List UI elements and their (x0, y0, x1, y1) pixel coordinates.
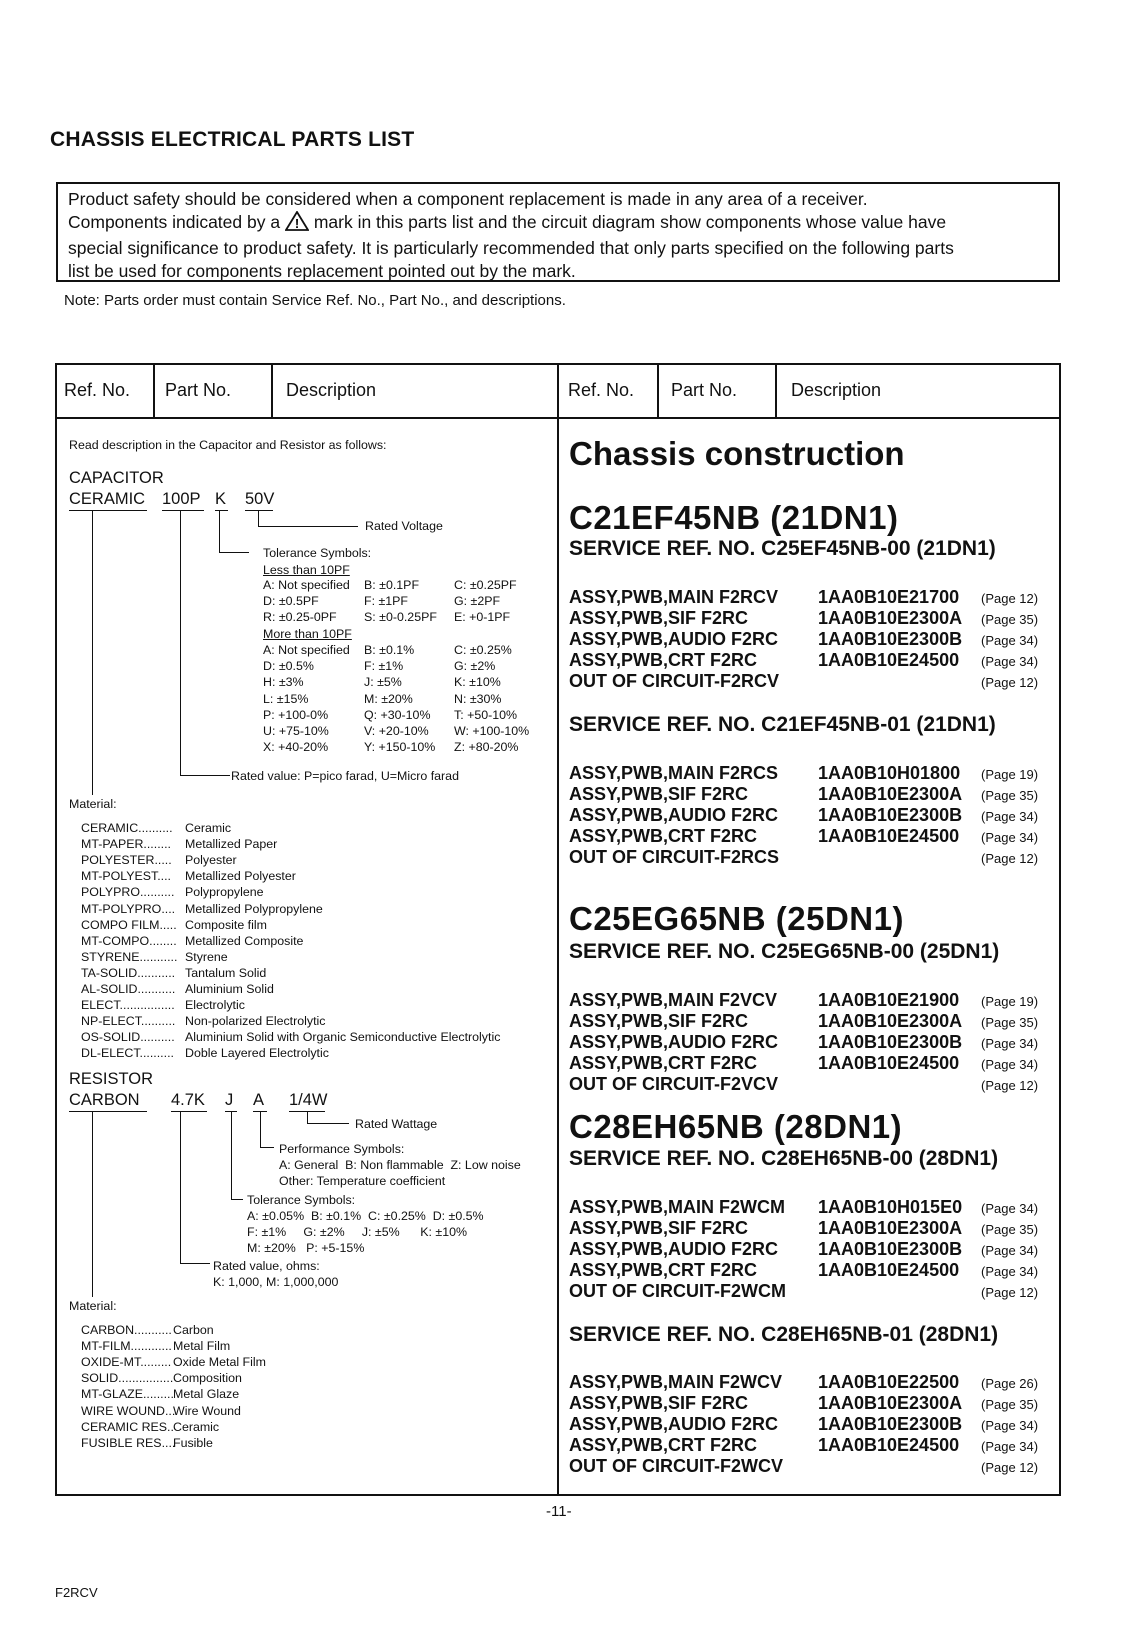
more-tolerance-item: C: ±0.25% (454, 643, 512, 657)
part-number: 1AA0B10E24500 (818, 1053, 960, 1073)
part-number: 1AA0B10E2300B (818, 1032, 963, 1052)
header-part-no: Part No. (165, 380, 232, 400)
capacitor-heading: CAPACITOR (69, 469, 164, 487)
part-number: 1AA0B10E2300A (818, 1011, 963, 1031)
more-tolerance-item: J: ±5% (364, 675, 402, 690)
cap-material-name: Non-polarized Electrolytic (185, 1014, 326, 1029)
page-ref: (Page 34) (981, 633, 1039, 648)
cap-material-code: DL-ELECT.......... (81, 1046, 174, 1061)
res-tolerance-title: Tolerance Symbols: (247, 1193, 356, 1207)
more-tolerance-item: G: ±2% (454, 659, 496, 674)
part-description: OUT OF CIRCUIT-F2VCV (569, 1074, 779, 1094)
res-material-name: Metal Film (173, 1339, 231, 1354)
page-ref: (Page 34) (981, 654, 1039, 669)
warning-triangle-icon (285, 211, 309, 237)
rated-wattage-label: Rated Wattage (355, 1117, 438, 1131)
cap-material-code: POLYESTER..... (81, 853, 172, 868)
cap-tolerance-title: Tolerance Symbols: (263, 546, 372, 560)
more-tolerance-item: H: ±3% (263, 675, 304, 690)
service-ref-c28eh65nb-01: SERVICE REF. NO. C28EH65NB-01 (28DN1) (569, 1323, 999, 1346)
part-description: ASSY,PWB,MAIN F2RCV (569, 587, 779, 607)
safety-line-3: special significance to product safety. It is particularly recommended that only parts specified on the following parts (68, 238, 954, 258)
part-description: OUT OF CIRCUIT-F2WCM (569, 1281, 786, 1301)
part-number: 1AA0B10E24500 (818, 650, 960, 670)
more-tolerance-item: K: ±10% (454, 675, 501, 690)
page-ref: (Page 26) (981, 1376, 1039, 1391)
header-part-no-right: Part No. (671, 380, 738, 400)
cap-material-name: Aluminium Solid (185, 982, 274, 996)
more-tolerance-item: L: ±15% (263, 691, 309, 706)
res-tol-line-1: A: ±0.05% B: ±0.1% C: ±0.25% D: ±0.5% (247, 1209, 484, 1223)
cap-material-code: ELECT................ (81, 998, 175, 1013)
part-description: ASSY,PWB,SIF F2RC (569, 1218, 749, 1238)
more-tolerance-item: Z: +80-20% (454, 740, 519, 755)
page-ref: (Page 12) (981, 1285, 1039, 1300)
part-description: ASSY,PWB,AUDIO F2RC (569, 629, 779, 649)
part-number: 1AA0B10E2300A (818, 784, 963, 804)
cap-material-name: Doble Layered Electrolytic (185, 1046, 329, 1061)
page-ref: (Page 34) (981, 1057, 1039, 1072)
col-divider (775, 365, 777, 417)
more-tolerance-item: N: ±30% (454, 691, 502, 706)
part-description: OUT OF CIRCUIT-F2RCS (569, 847, 779, 867)
cap-material-name: Ceramic (185, 821, 232, 835)
less-tolerance-item: E: +0-1PF (454, 610, 511, 625)
header-ref-no: Ref. No. (64, 380, 131, 400)
part-description: ASSY,PWB,CRT F2RC (569, 650, 758, 670)
res-rated-value: Rated value, ohms: (213, 1259, 320, 1273)
part-number: 1AA0B10E2300A (818, 608, 963, 628)
safety-line-1: Product safety should be considered when a component replacement is made in any area of a receiver. (68, 189, 868, 209)
part-number: 1AA0B10H01800 (818, 763, 961, 783)
part-number: 1AA0B10E2300B (818, 629, 963, 649)
cap-material-code: COMPO FILM..... (81, 917, 177, 932)
model-c25eg65nb: C25EG65NB (25DN1) (569, 900, 904, 937)
page-ref: (Page 12) (981, 675, 1039, 690)
cap-material-code: MT-POLYPRO.... (81, 901, 176, 916)
more-tolerance-item: T: +50-10% (454, 707, 518, 722)
rated-voltage-label: Rated Voltage (365, 519, 443, 533)
more-tolerance-item: A: Not specified (263, 643, 350, 657)
service-ref-c25ef45nb-00: SERVICE REF. NO. C25EF45NB-00 (21DN1) (569, 537, 996, 560)
safety-line-4: list be used for components replacement pointed out by the mark. (68, 261, 576, 281)
cap-material-code: MT-POLYEST.... (81, 869, 171, 884)
resistor-example-value: 4.7K (171, 1091, 205, 1109)
res-material-code: FUSIBLE RES.... (81, 1435, 176, 1450)
page-ref: (Page 34) (981, 1243, 1039, 1258)
page-ref: (Page 35) (981, 788, 1039, 803)
perf-title: Performance Symbols: (279, 1142, 405, 1156)
part-description: ASSY,PWB,MAIN F2WCV (569, 1372, 783, 1392)
legend-intro: Read description in the Capacitor and Resistor as follows: (69, 438, 387, 452)
page-title: CHASSIS ELECTRICAL PARTS LIST (50, 128, 415, 151)
res-material-code: CARBON........... (81, 1323, 172, 1337)
cap-material-code: STYRENE........... (81, 949, 178, 964)
cap-material-code: TA-SOLID........... (81, 965, 176, 980)
res-material-name: Ceramic (173, 1419, 220, 1434)
cap-material-title: Material: (69, 797, 117, 811)
res-material-code: MT-FILM............ (81, 1339, 172, 1354)
res-material-code: SOLID................ (81, 1371, 174, 1386)
page-ref: (Page 34) (981, 1439, 1039, 1454)
part-number: 1AA0B10E22500 (818, 1372, 960, 1392)
less-than-10pf: Less than 10PF (263, 563, 350, 577)
page-ref: (Page 12) (981, 1078, 1039, 1093)
more-tolerance-item: F: ±1% (364, 659, 404, 674)
part-description: ASSY,PWB,CRT F2RC (569, 826, 758, 846)
service-ref-c28eh65nb-00: SERVICE REF. NO. C28EH65NB-00 (28DN1) (569, 1147, 999, 1170)
more-tolerance-item: W: +100-10% (454, 724, 530, 738)
part-number: 1AA0B10E2300A (818, 1218, 963, 1238)
part-description: ASSY,PWB,SIF F2RC (569, 1011, 749, 1031)
cap-material-name: Tantalum Solid (185, 965, 267, 980)
cap-material-name: Metallized Polyester (185, 869, 296, 884)
col-divider (271, 365, 273, 417)
page-ref: (Page 34) (981, 830, 1039, 845)
resistor-example-watt: 1/4W (289, 1091, 328, 1109)
res-material-name: Oxide Metal Film (173, 1355, 266, 1370)
cap-material-name: Metallized Composite (185, 933, 304, 948)
res-material-code: CERAMIC RES.. (81, 1419, 174, 1434)
cap-material-name: Styrene (185, 949, 228, 964)
part-number: 1AA0B10E2300B (818, 1414, 963, 1434)
more-tolerance-item: U: +75-10% (263, 724, 329, 738)
less-tolerance-item: B: ±0.1PF (364, 578, 420, 592)
page-ref: (Page 19) (981, 994, 1039, 1009)
res-material-name: Fusible (173, 1435, 213, 1450)
resistor-heading: RESISTOR (69, 1070, 154, 1088)
page-ref: (Page 19) (981, 767, 1039, 782)
part-description: ASSY,PWB,CRT F2RC (569, 1053, 758, 1073)
page-ref: (Page 35) (981, 612, 1039, 627)
parts-table (55, 363, 1061, 1496)
page-ref: (Page 34) (981, 1264, 1039, 1279)
page-number: -11- (546, 1503, 572, 1520)
less-tolerance-item: C: ±0.25PF (454, 578, 517, 592)
page-ref: (Page 34) (981, 1201, 1039, 1216)
more-tolerance-item: Y: +150-10% (364, 740, 436, 755)
part-description: ASSY,PWB,CRT F2RC (569, 1260, 758, 1280)
part-number: 1AA0B10H015E0 (818, 1197, 963, 1217)
center-divider (557, 365, 559, 1496)
part-number: 1AA0B10E21900 (818, 990, 960, 1010)
cap-material-code: MT-PAPER........ (81, 837, 171, 852)
col-divider (657, 365, 659, 417)
page-ref: (Page 34) (981, 1418, 1039, 1433)
svg-text:!: ! (294, 216, 300, 231)
part-description: OUT OF CIRCUIT-F2RCV (569, 671, 779, 691)
more-tolerance-item: B: ±0.1% (364, 643, 415, 657)
cap-material-name: Aluminium Solid with Organic Semiconductive Electrolytic (185, 1030, 501, 1045)
more-tolerance-item: M: ±20% (364, 691, 413, 706)
cap-material-name: Polyester (185, 853, 237, 868)
less-tolerance-item: S: ±0-0.25PF (364, 610, 437, 625)
part-description: ASSY,PWB,SIF F2RC (569, 608, 749, 628)
part-description: ASSY,PWB,AUDIO F2RC (569, 1239, 779, 1259)
res-material-code: OXIDE-MT......... (81, 1355, 172, 1370)
part-description: ASSY,PWB,MAIN F2WCM (569, 1197, 785, 1217)
cap-material-code: CERAMIC.......... (81, 821, 173, 835)
cap-material-name: Polypropylene (185, 885, 264, 900)
more-tolerance-item: D: ±0.5% (263, 659, 314, 674)
less-tolerance-item: A: Not specified (263, 578, 350, 592)
part-description: ASSY,PWB,AUDIO F2RC (569, 805, 779, 825)
res-material-name: Wire Wound (173, 1403, 241, 1418)
page-ref: (Page 12) (981, 591, 1039, 606)
less-tolerance-item: R: ±0.25-0PF (263, 610, 337, 625)
res-tol-line-2: F: ±1% G: ±2% J: ±5% K: ±10% (247, 1225, 468, 1239)
cap-material-name: Metallized Paper (185, 837, 278, 852)
resistor-example-perf: A (253, 1091, 265, 1109)
perf-other: Other: Temperature coefficient (279, 1174, 446, 1188)
cap-material-code: OS-SOLID.......... (81, 1030, 175, 1045)
res-material-name: Carbon (173, 1323, 214, 1337)
resistor-example-tol: J (225, 1091, 234, 1109)
less-tolerance-item: F: ±1PF (364, 594, 408, 609)
part-number: 1AA0B10E2300B (818, 805, 963, 825)
res-material-title: Material: (69, 1299, 117, 1313)
more-than-10pf: More than 10PF (263, 627, 352, 641)
cap-material-name: Composite film (185, 917, 267, 932)
cap-material-code: NP-ELECT.......... (81, 1014, 176, 1029)
part-number: 1AA0B10E21700 (818, 587, 960, 607)
part-description: ASSY,PWB,CRT F2RC (569, 1435, 758, 1455)
part-number: 1AA0B10E24500 (818, 826, 960, 846)
cap-material-code: POLYPRO.......... (81, 885, 175, 900)
safety-line-2 (68, 211, 1050, 237)
chassis-construction-heading: Chassis construction (569, 435, 905, 472)
cap-material-name: Electrolytic (185, 998, 245, 1013)
cap-material-code: AL-SOLID........... (81, 982, 176, 996)
safety-line-2b: mark in this parts list and the circuit diagram show components whose value have (313, 212, 947, 232)
safety-line-2a: Components indicated by a (68, 212, 281, 232)
res-tol-line-3: M: ±20% P: +5-15% (247, 1241, 365, 1255)
more-tolerance-item: Q: +30-10% (364, 707, 431, 722)
cap-material-code: MT-COMPO........ (81, 933, 177, 948)
page-ref: (Page 12) (981, 851, 1039, 866)
part-description: ASSY,PWB,SIF F2RC (569, 784, 749, 804)
capacitor-example-tol: K (215, 490, 227, 508)
model-c21ef45nb: C21EF45NB (21DN1) (569, 499, 899, 536)
res-material-name: Metal Glaze (173, 1387, 240, 1402)
part-number: 1AA0B10E24500 (818, 1260, 960, 1280)
page-ref: (Page 34) (981, 1036, 1039, 1051)
page-ref: (Page 34) (981, 809, 1039, 824)
part-description: ASSY,PWB,MAIN F2VCV (569, 990, 778, 1010)
page-ref: (Page 35) (981, 1397, 1039, 1412)
part-description: ASSY,PWB,AUDIO F2RC (569, 1414, 779, 1434)
part-description: ASSY,PWB,SIF F2RC (569, 1393, 749, 1413)
resistor-example-type: CARBON (69, 1091, 140, 1109)
less-tolerance-item: G: ±2PF (454, 594, 501, 609)
res-material-code: WIRE WOUND... (81, 1403, 176, 1418)
page-ref: (Page 35) (981, 1015, 1039, 1030)
part-description: ASSY,PWB,AUDIO F2RC (569, 1032, 779, 1052)
more-tolerance-item: P: +100-0% (263, 707, 329, 722)
page-ref: (Page 35) (981, 1222, 1039, 1237)
col-divider (153, 365, 155, 417)
perf-line: A: General B: Non flammable Z: Low noise (279, 1158, 521, 1172)
part-number: 1AA0B10E2300A (818, 1393, 963, 1413)
part-description: ASSY,PWB,MAIN F2RCS (569, 763, 779, 783)
cap-rated-value: Rated value: P=pico farad, U=Micro farad (231, 769, 459, 783)
less-tolerance-item: D: ±0.5PF (263, 594, 319, 609)
res-rated-value-ex: K: 1,000, M: 1,000,000 (213, 1275, 339, 1289)
part-number: 1AA0B10E2300B (818, 1239, 963, 1259)
capacitor-example-value: 100P (162, 490, 201, 508)
model-c28eh65nb: C28EH65NB (28DN1) (569, 1108, 903, 1145)
service-ref-c25eg65nb-00: SERVICE REF. NO. C25EG65NB-00 (25DN1) (569, 940, 1000, 963)
header-description: Description (286, 380, 377, 400)
page-ref: (Page 12) (981, 1460, 1039, 1475)
res-material-code: MT-GLAZE......... (81, 1387, 174, 1402)
part-description: OUT OF CIRCUIT-F2WCV (569, 1456, 783, 1476)
res-material-name: Composition (173, 1371, 242, 1386)
service-ref-c21ef45nb-01: SERVICE REF. NO. C21EF45NB-01 (21DN1) (569, 713, 996, 736)
order-note: Note: Parts order must contain Service Ref. No., Part No., and descriptions. (64, 292, 566, 309)
capacitor-example-voltage: 50V (245, 490, 275, 508)
header-ref-no-right: Ref. No. (568, 380, 635, 400)
safety-notice-box (56, 182, 1060, 282)
capacitor-example-type: CERAMIC (69, 490, 146, 508)
more-tolerance-item: V: +20-10% (364, 724, 429, 738)
part-number: 1AA0B10E24500 (818, 1435, 960, 1455)
more-tolerance-item: X: +40-20% (263, 740, 329, 755)
header-description-right: Description (791, 380, 882, 400)
cap-material-name: Metallized Polypropylene (185, 901, 323, 916)
footer-model-code: F2RCV (55, 1585, 98, 1600)
